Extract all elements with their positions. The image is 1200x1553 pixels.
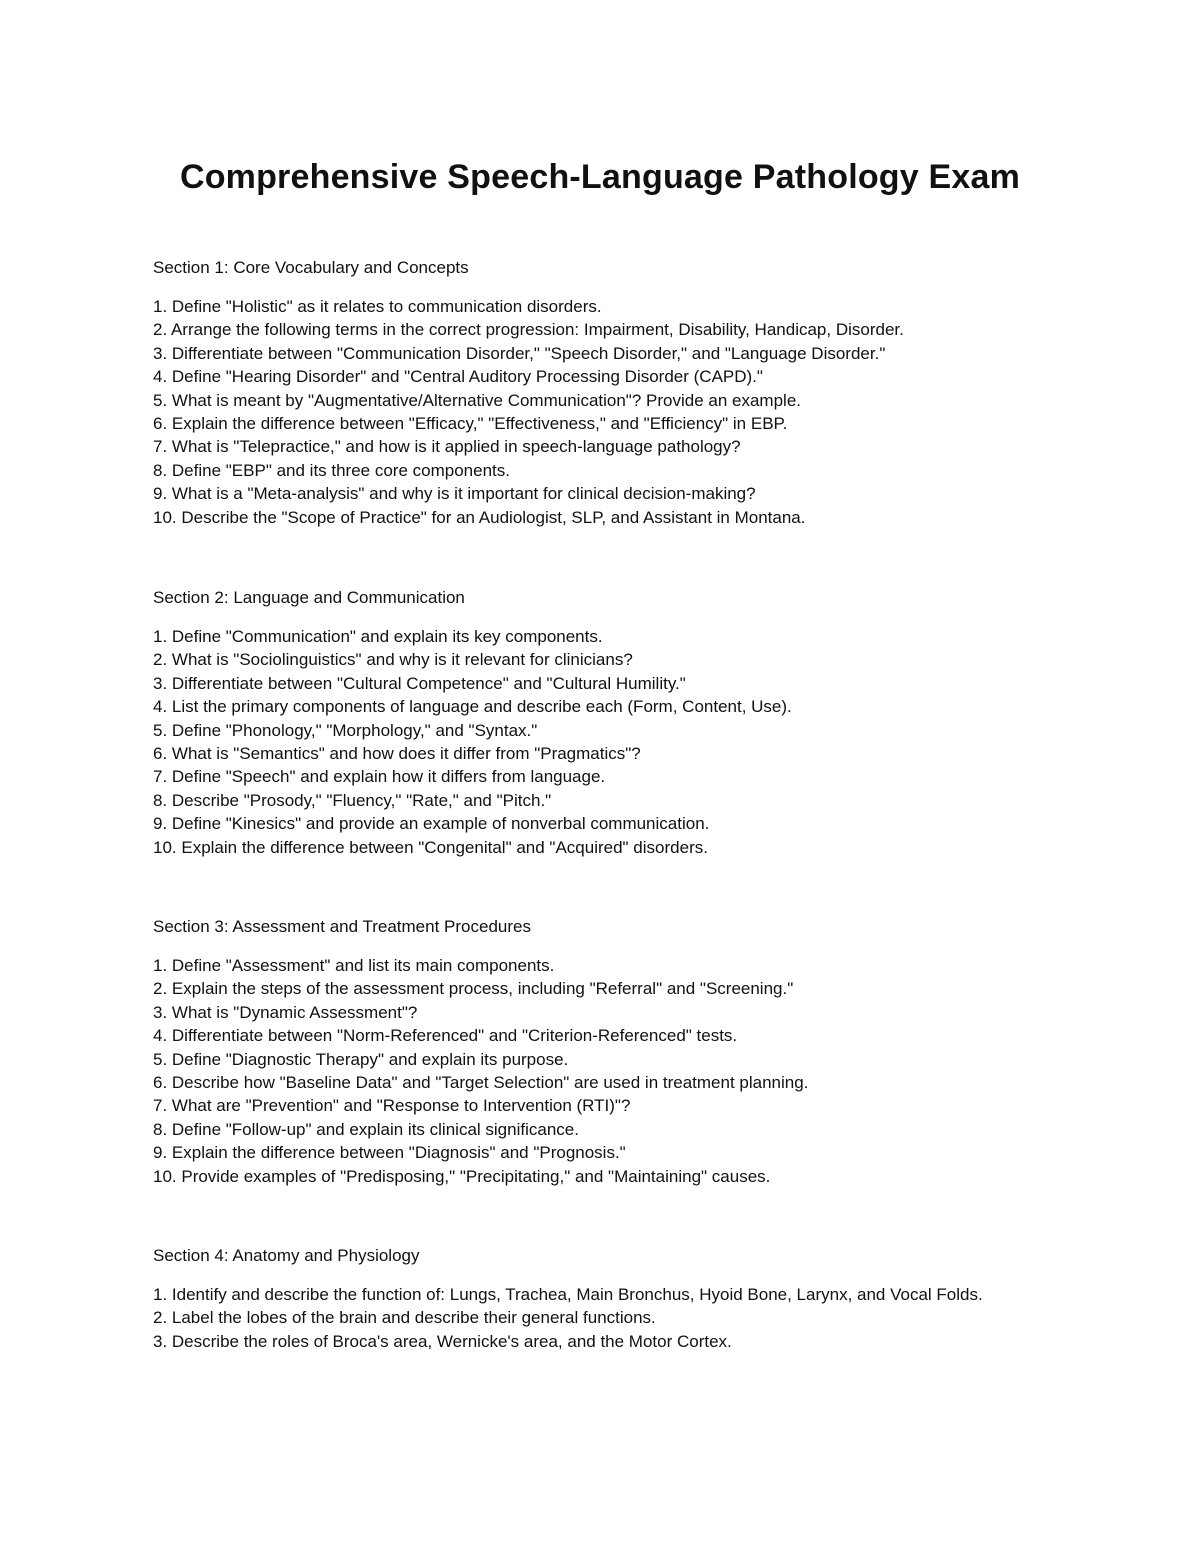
section-core-vocabulary [153, 256, 1053, 529]
section-language-communication [153, 586, 1053, 859]
question-item: 2. What is "Sociolinguistics" and why is it relevant for clinicians? [153, 650, 633, 670]
question-item: 1. Define "Holistic" as it relates to communication disorders. [153, 297, 602, 316]
section-heading: Section 4: Anatomy and Physiology [153, 1246, 420, 1265]
question-item: 9. Explain the difference between "Diagnosis" and "Prognosis." [153, 1143, 626, 1163]
question-list [153, 625, 1053, 859]
question-item: 9. What is a "Meta-analysis" and why is it important for clinical decision-making? [153, 484, 756, 504]
question-item: 10. Describe the "Scope of Practice" for an Audiologist, SLP, and Assistant in Montana. [153, 507, 806, 527]
question-item: 7. Define "Speech" and explain how it differs from language. [153, 767, 606, 787]
question-item: 3. Describe the roles of Broca's area, Wernicke's area, and the Motor Cortex. [153, 1331, 732, 1351]
question-item: 6. What is "Semantics" and how does it differ from "Pragmatics"? [153, 744, 641, 764]
question-item: 3. Differentiate between "Communication Disorder," "Speech Disorder," and "Language Disorder." [153, 343, 886, 363]
question-item: 4. Differentiate between "Norm-Referenced" and "Criterion-Referenced" tests. [153, 1026, 738, 1046]
question-item: 8. Define "Follow-up" and explain its clinical significance. [153, 1119, 579, 1139]
question-item: 2. Explain the steps of the assessment process, including "Referral" and "Screening." [153, 979, 794, 999]
question-item: 2. Arrange the following terms in the correct progression: Impairment, Disability, Handicap, Disorder. [153, 320, 904, 340]
question-item: 5. Define "Diagnostic Therapy" and explain its purpose. [153, 1049, 569, 1069]
question-item: 8. Define "EBP" and its three core components. [153, 460, 510, 480]
question-item: 8. Describe "Prosody," "Fluency," "Rate," and "Pitch." [153, 790, 552, 810]
page-title: Comprehensive Speech-Language Pathology Exam [179, 158, 1021, 196]
question-item: 2. Label the lobes of the brain and describe their general functions. [153, 1308, 656, 1328]
question-item: 6. Explain the difference between "Efficacy," "Effectiveness," and "Efficiency" in EBP. [153, 414, 788, 434]
section-anatomy-physiology [153, 1244, 1053, 1353]
question-list [153, 954, 1053, 1188]
question-item: 1. Define "Assessment" and list its main components. [153, 956, 555, 975]
question-item: 10. Explain the difference between "Congenital" and "Acquired" disorders. [153, 837, 708, 857]
question-item: 4. Define "Hearing Disorder" and "Central Auditory Processing Disorder (CAPD)." [153, 367, 763, 387]
question-item: 7. What are "Prevention" and "Response to Intervention (RTI)"? [153, 1096, 631, 1116]
question-item: 7. What is "Telepractice," and how is it applied in speech-language pathology? [153, 437, 741, 457]
section-heading: Section 1: Core Vocabulary and Concepts [153, 258, 469, 277]
section-assessment-treatment [153, 915, 1053, 1188]
question-list [153, 1283, 1053, 1353]
question-item: 1. Define "Communication" and explain its key components. [153, 627, 603, 646]
question-list [153, 295, 1053, 529]
section-heading: Section 3: Assessment and Treatment Procedures [153, 917, 531, 936]
question-item: 4. List the primary components of language and describe each (Form, Content, Use). [153, 697, 792, 717]
question-item: 10. Provide examples of "Predisposing," "Precipitating," and "Maintaining" causes. [153, 1166, 771, 1186]
question-item: 1. Identify and describe the function of: Lungs, Trachea, Main Bronchus, Hyoid Bone, Larynx, and Vocal Folds. [153, 1285, 983, 1304]
question-item: 5. What is meant by "Augmentative/Alternative Communication"? Provide an example. [153, 390, 801, 410]
section-heading: Section 2: Language and Communication [153, 588, 465, 607]
question-item: 6. Describe how "Baseline Data" and "Target Selection" are used in treatment planning. [153, 1073, 809, 1093]
question-item: 9. Define "Kinesics" and provide an example of nonverbal communication. [153, 814, 710, 834]
question-item: 3. What is "Dynamic Assessment"? [153, 1002, 418, 1022]
question-item: 5. Define "Phonology," "Morphology," and "Syntax." [153, 720, 538, 740]
question-item: 3. Differentiate between "Cultural Competence" and "Cultural Humility." [153, 673, 686, 693]
